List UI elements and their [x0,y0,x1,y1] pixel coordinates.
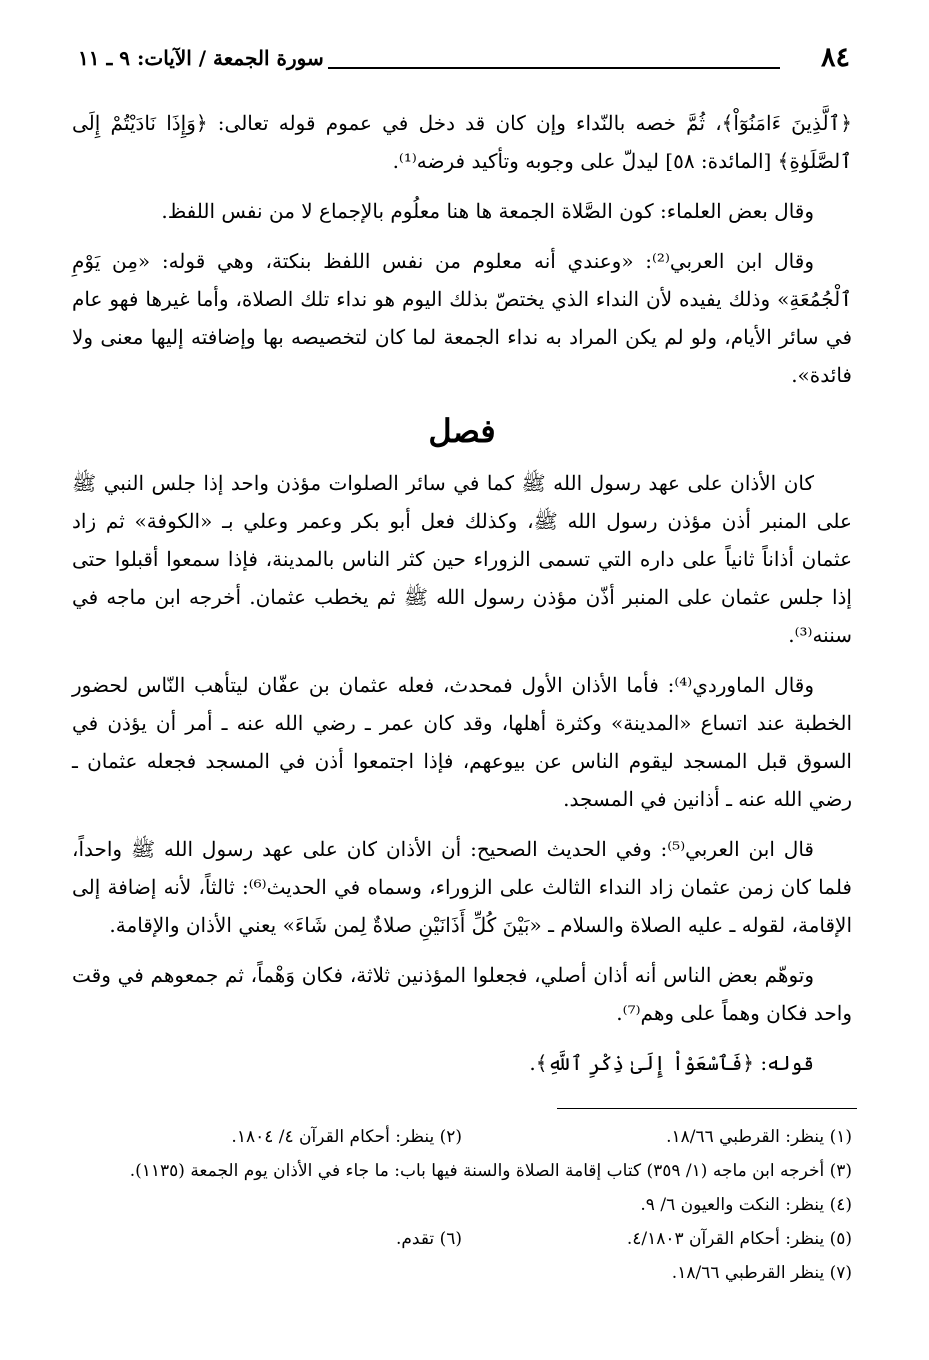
footnote-4: (٤) ينظر: النكت والعيون ٦/ ٩. [640,1195,852,1215]
page-header [78,40,850,76]
footnote-7: (٧) ينظر القرطبي ١٨/٦٦. [671,1263,852,1283]
header-rule [328,67,780,69]
footnote-1: (١) ينظر: القرطبي ١٨/٦٦. [666,1127,852,1147]
footnote-6: (٦) تقدم. [395,1229,462,1249]
footnote-5: (٥) ينظر: أحكام القرآن ٤/١٨٠٣. [626,1229,852,1249]
footnote-3: (٣) أخرجه ابن ماجه (١/ ٣٥٩) كتاب إقامة الصلاة والسنة فيها باب: ما جاء في الأذان يوم الجمعة (١١٣٥). [129,1161,852,1181]
paragraph-3: وقال ابن العربي⁽²⁾: «وعندي أنه معلوم من نفس اللفظ بنكتة، وهي قوله: «مِن يَوْمِ ٱلْجُمُعَةِ» وذلك يفيده لأن النداء الذي يختصّ بذلك اليوم هو نداء تلك الصلاة، وأما غيرها فهو عام في سائر الأيام، ولو لم يكن المراد به نداء الجمعة لما كان لتخصيصه بها وإضافته إليها معنى ولا فائدة». [72,249,852,387]
section-title: فصل [428,412,496,450]
paragraph-5: وقال الماوردي⁽⁴⁾: فأما الأذان الأول فمحدث، فعله عثمان بن عفّان ليتأهب النّاس لحضور الخطبة عند اتساع «المدينة» وكثرة أهلها، وقد كان عمر ـ رضي الله عنه ـ أمر أن يؤذن في السوق قبل المسجد ليقوم الناس عن بيوعهم، فإذا اجتمعوا أذن في المسجد فجعله عثمان ـ رضي الله عنه ـ أذانين في المسجد. [72,673,852,811]
footnotes [72,1120,852,1290]
paragraph-1: ﴿ٱلَّذِينَ ءَامَنُوٓاْ﴾، ثُمَّ خصه بالنّداء وإن كان قد دخل في عموم قوله تعالى: ﴿وَإِذَا نَادَيْتُمْ إِلَى ٱلصَّلَوٰةِ﴾ [المائدة: ٥٨] ليدلّ على وجوبه وتأكيد فرضه⁽¹⁾. [72,111,852,173]
footnote-row-1 [72,1120,852,1154]
footnote-row-5 [72,1222,852,1256]
running-title: سورة الجمعة / الآيات: ٩ ـ ١١ [78,46,324,70]
paragraph-6: قال ابن العربي⁽⁵⁾: وفي الحديث الصحيح: أن الأذان كان على عهد رسول الله ﷺ واحداً، فلما كان زمن عثمان زاد النداء الثالث على الزوراء، وسماه في الحديث⁽⁶⁾: ثالثاً، لأنه إضافة إلى الإقامة، لقوله ـ عليه الصلاة والسلام ـ «بَيْنَ كُلِّ أَذَانَيْنِ صلاةٌ لِمن شَاءَ» يعني الأذان والإقامة. [72,837,852,937]
page-body [72,104,852,1094]
page-number: ٨٤ [820,42,850,73]
paragraph-7: وتوهّم بعض الناس أنه أذان أصلي، فجعلوا المؤذنين ثلاثة، فكان وَهْماً، ثم جمعوهم في وقت واحد فكان وهماً على وهم⁽⁷⁾. [72,963,852,1025]
paragraph-8: قوله: ﴿فَٱسْعَوْاْ إِلَىٰ ذِكْرِ ٱللَّهِ﴾. [529,1051,814,1075]
footnote-rule [557,1108,857,1109]
paragraph-4: كان الأذان على عهد رسول الله ﷺ كما في سائر الصلوات مؤذن واحد إذا جلس النبي ﷺ على المنبر أذن مؤذن رسول الله ﷺ، وكذلك فعل أبو بكر وعمر وعلي بـ «الكوفة» ثم زاد عثمان أذاناً ثانياً على داره التي تسمى الزوراء حين كثر الناس بالمدينة، فإذا سمعوا أقبلوا حتى إذا جلس عثمان على المنبر أذّن مؤذن رسول الله ﷺ ثم يخطب عثمان. أخرجه ابن ماجه في سننه⁽³⁾. [72,471,852,647]
footnote-2: (٢) ينظر: أحكام القرآن ٤/ ١٨٠٤. [231,1127,462,1147]
paragraph-2: وقال بعض العلماء: كون الصَّلاة الجمعة ها هنا معلُوم بالإجماع لا من نفس اللفظ. [161,199,814,223]
